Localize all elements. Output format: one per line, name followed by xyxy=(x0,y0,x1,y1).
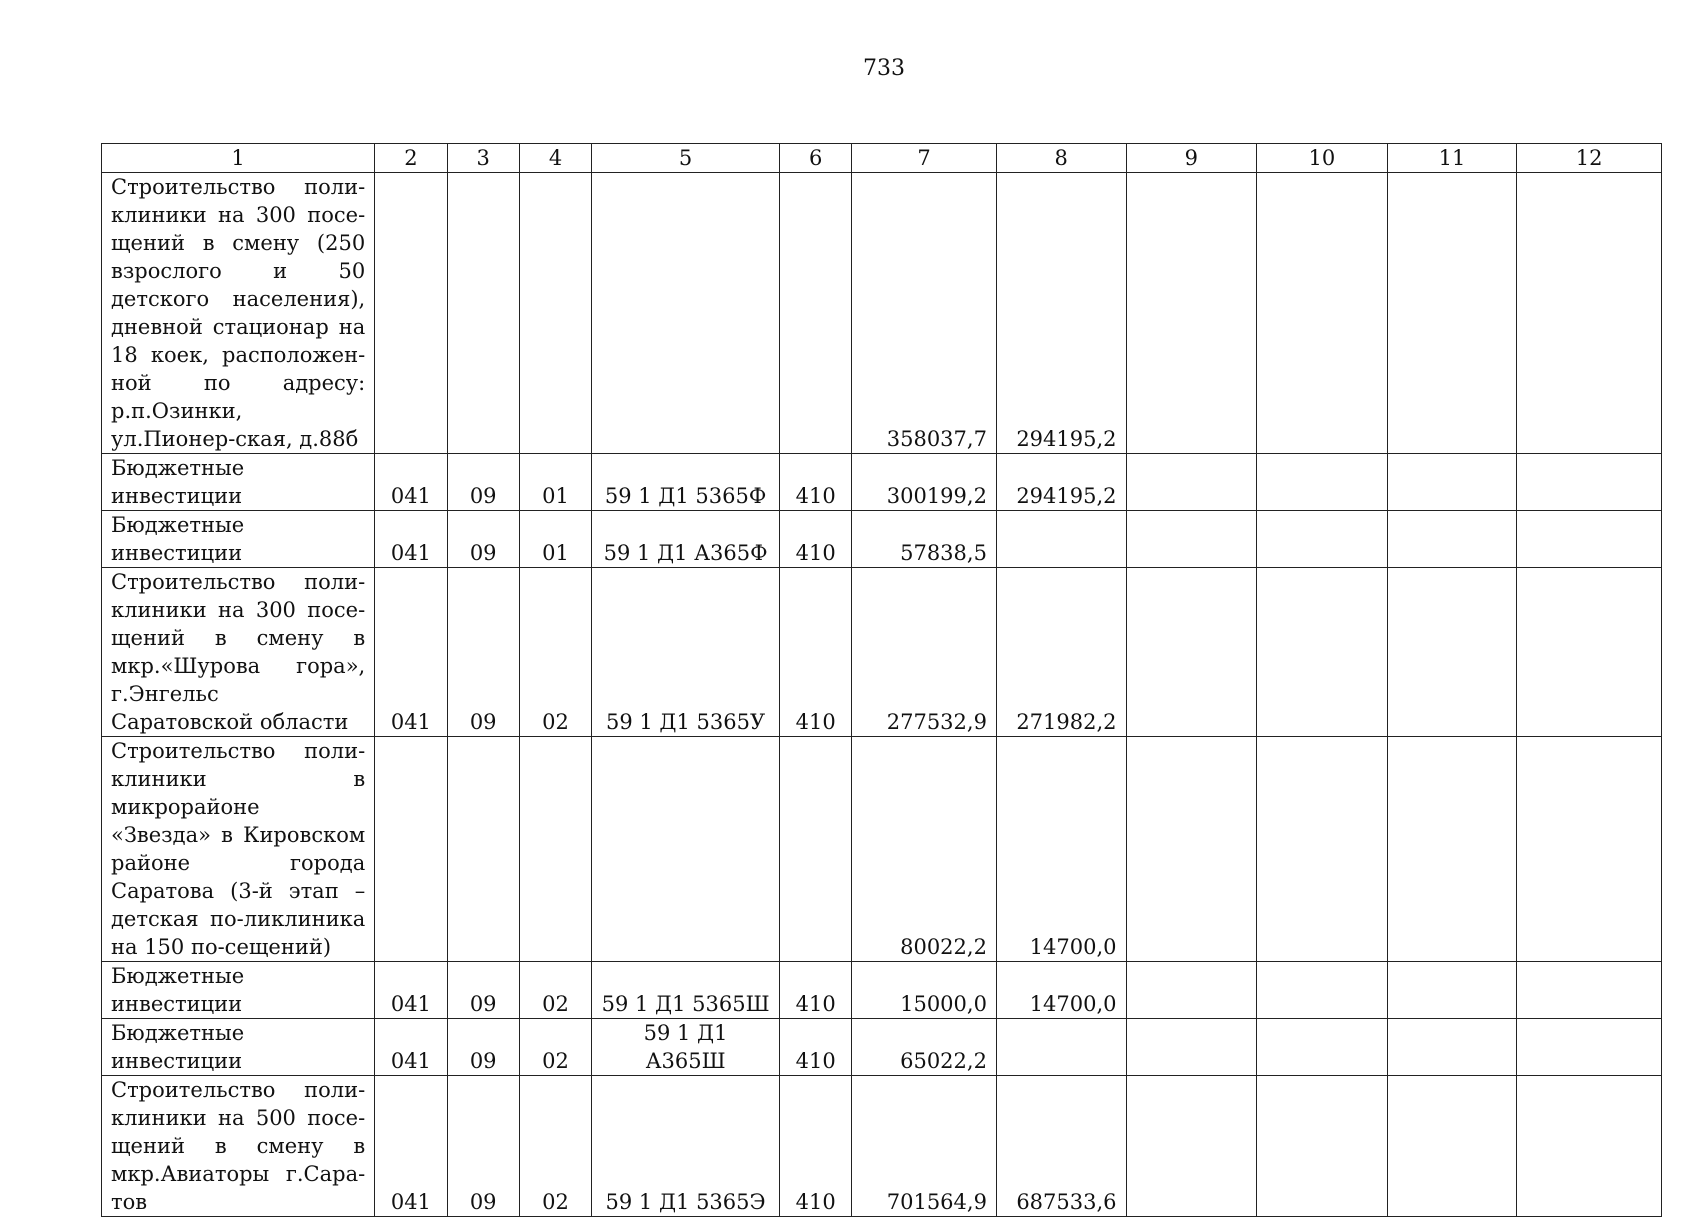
cell-amount-total: 358037,7 xyxy=(852,173,997,454)
cell-empty xyxy=(1517,173,1662,454)
table-row xyxy=(102,454,1662,511)
cell-amount-federal: 687533,6 xyxy=(996,1076,1126,1217)
cell-subdivision: 02 xyxy=(519,962,591,1019)
cell-amount-federal: 271982,2 xyxy=(996,568,1126,737)
cell-expense-type: 410 xyxy=(779,962,851,1019)
cell-amount-total: 15000,0 xyxy=(852,962,997,1019)
cell-empty xyxy=(1387,454,1517,511)
cell-empty xyxy=(1257,568,1388,737)
cell-empty xyxy=(1387,1076,1517,1217)
cell-division: 09 xyxy=(447,1076,519,1217)
cell-amount-total: 57838,5 xyxy=(852,511,997,568)
cell-empty xyxy=(1126,1076,1257,1217)
cell-expense-type xyxy=(779,737,851,962)
cell-empty xyxy=(1257,1076,1388,1217)
table-row xyxy=(102,1019,1662,1076)
cell-expense-type: 410 xyxy=(779,568,851,737)
cell-empty xyxy=(1257,737,1388,962)
cell-amount-federal xyxy=(996,1019,1126,1076)
cell-empty xyxy=(1126,962,1257,1019)
column-header: 5 xyxy=(592,144,780,173)
cell-empty xyxy=(1387,568,1517,737)
cell-empty xyxy=(1257,173,1388,454)
cell-amount-federal: 14700,0 xyxy=(996,962,1126,1019)
cell-subdivision xyxy=(519,173,591,454)
cell-empty xyxy=(1517,568,1662,737)
row-name: Строительство поли-клиники в микрорайоне «Звезда» в Кировском районе города Саратова (3-й этап – детская по-ликлиника на 150 по-сещений) xyxy=(102,737,375,962)
cell-target-article: 59 1 Д1 5365Ф xyxy=(592,454,780,511)
table-row xyxy=(102,737,1662,962)
row-name: Бюджетные инвестиции xyxy=(102,1019,375,1076)
table-row xyxy=(102,568,1662,737)
cell-expense-type: 410 xyxy=(779,511,851,568)
cell-subdivision: 01 xyxy=(519,511,591,568)
cell-amount-total: 300199,2 xyxy=(852,454,997,511)
cell-target-article: 59 1 Д1 5365Ш xyxy=(592,962,780,1019)
row-name: Бюджетные инвестиции xyxy=(102,962,375,1019)
cell-target-article xyxy=(592,737,780,962)
cell-division xyxy=(447,737,519,962)
cell-amount-total: 701564,9 xyxy=(852,1076,997,1217)
column-header: 7 xyxy=(852,144,997,173)
cell-empty xyxy=(1517,1076,1662,1217)
cell-empty xyxy=(1126,1019,1257,1076)
cell-amount-total: 277532,9 xyxy=(852,568,997,737)
cell-empty xyxy=(1126,737,1257,962)
cell-division: 09 xyxy=(447,568,519,737)
cell-empty xyxy=(1126,454,1257,511)
cell-empty xyxy=(1517,511,1662,568)
cell-section-code xyxy=(375,173,447,454)
cell-division: 09 xyxy=(447,962,519,1019)
cell-empty xyxy=(1126,568,1257,737)
table-row xyxy=(102,962,1662,1019)
cell-subdivision: 02 xyxy=(519,568,591,737)
cell-target-article: 59 1 Д1 5365У xyxy=(592,568,780,737)
column-header: 12 xyxy=(1517,144,1662,173)
cell-expense-type xyxy=(779,173,851,454)
column-header: 9 xyxy=(1126,144,1257,173)
row-name: Бюджетные инвестиции xyxy=(102,511,375,568)
cell-division: 09 xyxy=(447,454,519,511)
cell-target-article: 59 1 Д1 А365Ф xyxy=(592,511,780,568)
cell-division xyxy=(447,173,519,454)
cell-empty xyxy=(1387,737,1517,962)
cell-empty xyxy=(1257,454,1388,511)
cell-subdivision: 01 xyxy=(519,454,591,511)
cell-amount-federal xyxy=(996,511,1126,568)
cell-amount-federal: 14700,0 xyxy=(996,737,1126,962)
row-name: Строительство поли-клиники на 300 посе-щений в смену в мкр.«Шурова гора», г.Энгельс Саратовской области xyxy=(102,568,375,737)
column-header: 2 xyxy=(375,144,447,173)
cell-section-code: 041 xyxy=(375,568,447,737)
cell-amount-total: 80022,2 xyxy=(852,737,997,962)
cell-empty xyxy=(1517,454,1662,511)
cell-target-article xyxy=(592,173,780,454)
cell-target-article: 59 1 Д1 А365Ш xyxy=(592,1019,780,1076)
cell-target-article: 59 1 Д1 5365Э xyxy=(592,1076,780,1217)
column-header: 6 xyxy=(779,144,851,173)
cell-empty xyxy=(1257,511,1388,568)
row-name: Строительство поли-клиники на 500 посе-щений в смену в мкр.Авиаторы г.Сара-тов xyxy=(102,1076,375,1217)
cell-expense-type: 410 xyxy=(779,1076,851,1217)
cell-division: 09 xyxy=(447,1019,519,1076)
cell-empty xyxy=(1257,962,1388,1019)
cell-empty xyxy=(1126,511,1257,568)
cell-expense-type: 410 xyxy=(779,454,851,511)
table-row xyxy=(102,511,1662,568)
column-header: 1 xyxy=(102,144,375,173)
cell-subdivision xyxy=(519,737,591,962)
cell-amount-federal: 294195,2 xyxy=(996,454,1126,511)
cell-empty xyxy=(1517,1019,1662,1076)
cell-subdivision: 02 xyxy=(519,1076,591,1217)
header-row xyxy=(102,144,1662,173)
cell-section-code: 041 xyxy=(375,1076,447,1217)
cell-empty xyxy=(1126,173,1257,454)
row-name: Бюджетные инвестиции xyxy=(102,454,375,511)
table-row xyxy=(102,1076,1662,1217)
cell-section-code: 041 xyxy=(375,962,447,1019)
cell-division: 09 xyxy=(447,511,519,568)
cell-empty xyxy=(1387,173,1517,454)
page-number: 733 xyxy=(863,56,905,81)
cell-empty xyxy=(1387,511,1517,568)
cell-amount-total: 65022,2 xyxy=(852,1019,997,1076)
cell-section-code: 041 xyxy=(375,511,447,568)
column-header: 8 xyxy=(996,144,1126,173)
cell-empty xyxy=(1387,962,1517,1019)
column-header: 10 xyxy=(1257,144,1388,173)
budget-table xyxy=(101,143,1662,1217)
column-header: 11 xyxy=(1387,144,1517,173)
cell-empty xyxy=(1257,1019,1388,1076)
cell-section-code: 041 xyxy=(375,454,447,511)
cell-empty xyxy=(1517,962,1662,1019)
table-row xyxy=(102,173,1662,454)
column-header: 3 xyxy=(447,144,519,173)
cell-expense-type: 410 xyxy=(779,1019,851,1076)
cell-empty xyxy=(1387,1019,1517,1076)
cell-amount-federal: 294195,2 xyxy=(996,173,1126,454)
cell-empty xyxy=(1517,737,1662,962)
cell-section-code: 041 xyxy=(375,1019,447,1076)
cell-section-code xyxy=(375,737,447,962)
row-name: Строительство поли-клиники на 300 посе-щений в смену (250 взрослого и 50 детского населения), дневной стационар на 18 коек, расположен-ной по адресу: р.п.Озинки, ул.Пионер-ская, д.88б xyxy=(102,173,375,454)
cell-subdivision: 02 xyxy=(519,1019,591,1076)
column-header: 4 xyxy=(519,144,591,173)
